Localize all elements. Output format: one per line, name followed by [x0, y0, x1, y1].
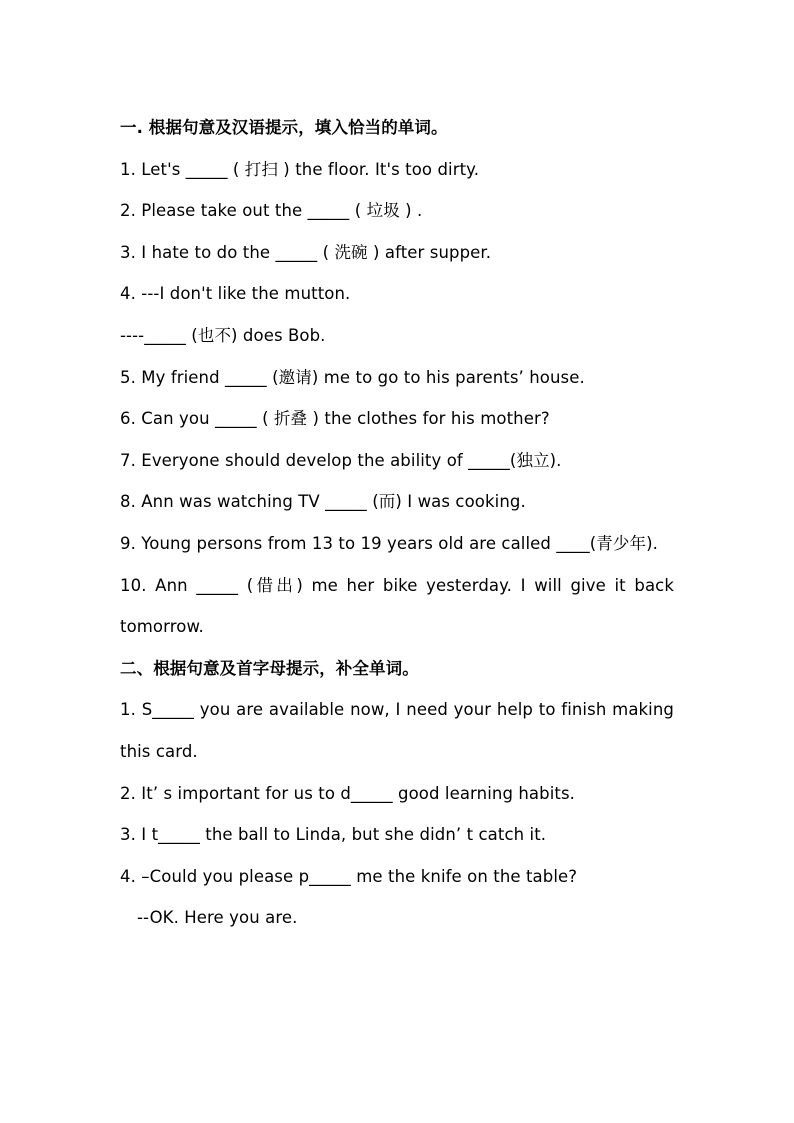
section1-item-8: 8. Ann was watching TV _____ (而) I was cooking.	[120, 492, 526, 512]
section1-item-2: 2. Please take out the _____ ( 垃圾 ) .	[120, 201, 423, 221]
section2-item-4-reply: --OK. Here you are.	[137, 908, 298, 928]
section1-item-6: 6. Can you _____ ( 折叠 ) the clothes for his mother?	[120, 409, 550, 429]
section1-item-1: 1. Let's _____ ( 打扫 ) the floor. It's too dirty.	[120, 159, 480, 179]
section1-item-9: 9. Young persons from 13 to 19 years old are called ____(青少年).	[120, 533, 658, 553]
section1-title: 一. 根据句意及汉语提示，填入恰当的单词。	[120, 118, 448, 137]
section1-item-5: 5. My friend _____ (邀请) me to go to his parents’ house.	[120, 367, 585, 387]
section1-item-3: 3. I hate to do the _____ ( 洗碗 ) after supper.	[120, 242, 492, 262]
section1-item-7: 7. Everyone should develop the ability of _____(独立).	[120, 450, 562, 470]
section2-title: 二、根据句意及首字母提示，补全单词。	[120, 658, 419, 678]
section2-item-2: 2. It’ s important for us to d_____ good learning habits.	[120, 783, 576, 803]
section2-item-4: 4. –Could you please p_____ me the knife on the table?	[120, 866, 578, 886]
section1-item-10: 10. Ann _____ (借出) me her bike yesterday. I will give it back tomorrow.	[120, 575, 674, 637]
section1-item-4-reply: ----_____ (也不) does Bob.	[120, 325, 326, 345]
section1-item-4: 4. ---I don't like the mutton.	[120, 284, 351, 304]
section2-item-1: 1. S_____ you are available now, I need your help to finish making this card.	[120, 700, 674, 761]
worksheet-content	[120, 107, 674, 939]
section2-item-3: 3. I t_____ the ball to Linda, but she didn’ t catch it.	[120, 825, 547, 845]
